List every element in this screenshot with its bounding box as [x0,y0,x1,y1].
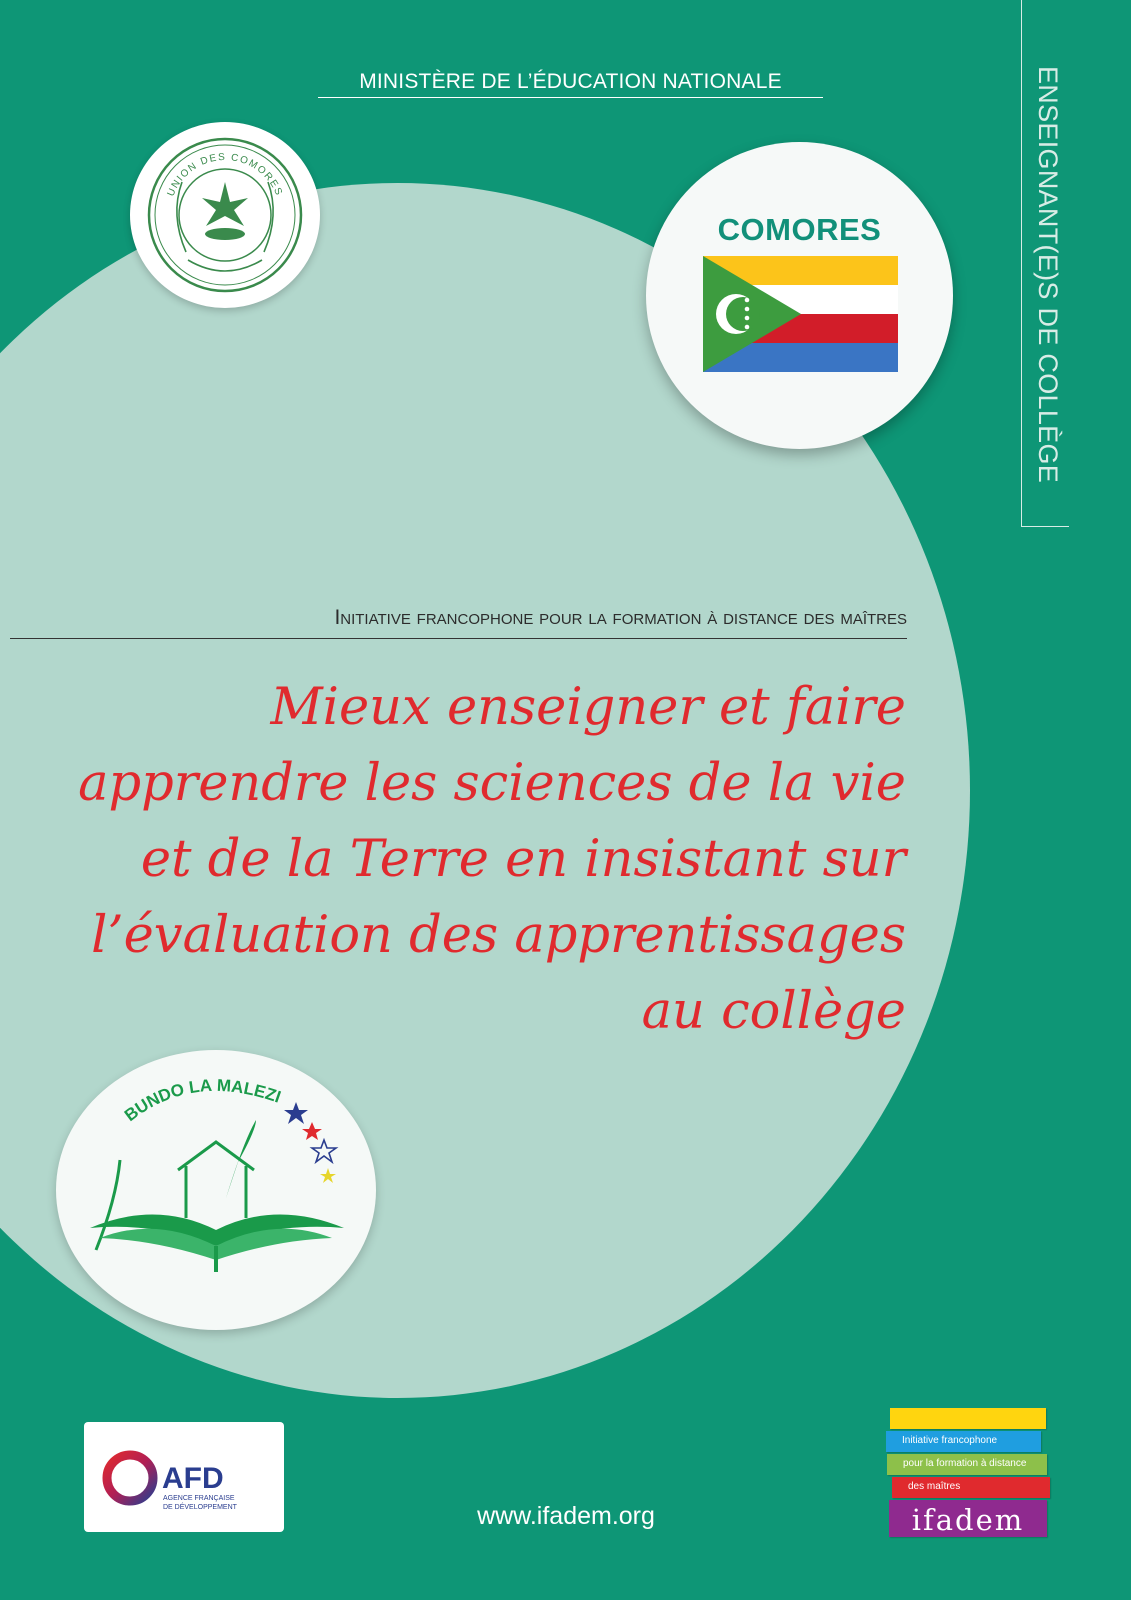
ifadem-bar-green [887,1454,1047,1475]
bundo-la-malezi-logo [56,1050,376,1330]
side-divider [1021,0,1022,527]
ifadem-bar-purple [889,1500,1047,1537]
ifadem-line3: des maîtres [908,1481,961,1492]
side-divider-foot [1021,526,1069,527]
afd-name: AFD [162,1462,224,1495]
title-line: Mieux enseigner et faire [270,678,906,737]
ministry-heading: MINISTÈRE DE L’ÉDUCATION NATIONALE [318,70,823,98]
book-house-icon [56,1050,376,1330]
seal-emblem-icon [130,122,320,308]
ifadem-bar-yellow [890,1408,1046,1429]
country-name: COMORES [717,212,882,247]
afd-line2: DE DÉVELOPPEMENT [163,1504,237,1511]
malezi-text: BUNDO LA MALEZI [120,1075,284,1126]
title-line: au collège [641,982,906,1041]
initiative-subtitle: Initiative francophone pour la formation à distance des maîtres [10,606,907,639]
book-title [40,670,906,1050]
ifadem-brand: ifadem [911,1503,1025,1537]
ifadem-bar-blue [886,1431,1041,1452]
audience-label: ENSEIGNANT(E)S DE COLLÈGE [1033,66,1063,484]
seal-text: UNION DES COMORES [165,151,285,199]
comoros-flag-icon [703,256,898,372]
ifadem-bar-red [892,1477,1050,1498]
afd-ring-icon [84,1422,284,1532]
title-line: l’évaluation des apprentissages [91,906,906,965]
title-line: et de la Terre en insistant sur [140,830,906,889]
ifadem-line1: Initiative francophone [902,1435,998,1446]
ifadem-line2: pour la formation à distance [903,1458,1027,1469]
website-link[interactable]: www.ifadem.org [477,1502,655,1530]
afd-logo [84,1422,284,1532]
title-line: apprendre les sciences de la vie [78,754,906,813]
country-badge [646,142,953,449]
afd-line1: AGENCE FRANÇAISE [163,1495,235,1502]
ifadem-logo [880,1405,1060,1535]
national-seal [130,122,320,308]
